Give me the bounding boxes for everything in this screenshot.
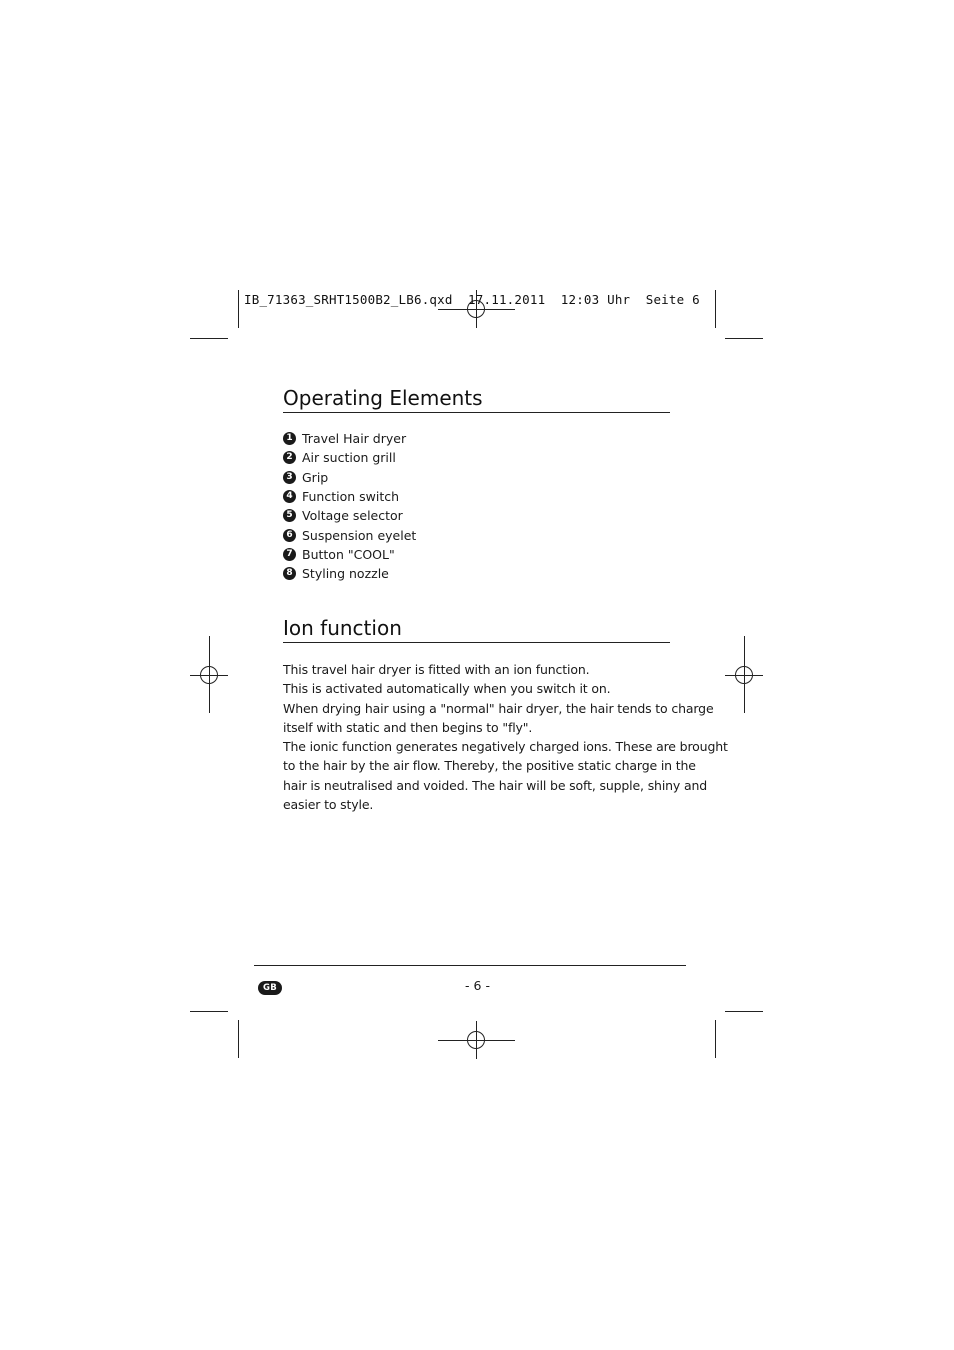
item-label: Suspension eyelet xyxy=(302,527,417,543)
crop-mark xyxy=(715,1020,716,1058)
paragraph-line: When drying hair using a "normal" hair dryer, the hair tends to charge xyxy=(283,700,714,716)
list-item xyxy=(283,448,416,467)
number-badge: 6 xyxy=(283,529,296,542)
list-item xyxy=(283,487,416,506)
list-item xyxy=(283,506,416,525)
paragraph-line: itself with static and then begins to "fly". xyxy=(283,719,533,735)
list-item xyxy=(283,564,416,583)
number-badge: 8 xyxy=(283,567,296,580)
ion-function-paragraph xyxy=(283,660,728,814)
registration-circle xyxy=(467,1031,485,1049)
crop-mark xyxy=(238,290,239,328)
paragraph-line: The ionic function generates negatively charged ions. These are brought xyxy=(283,739,728,755)
item-label: Button "COOL" xyxy=(302,546,395,562)
footer-divider xyxy=(254,965,686,966)
paragraph-line: hair is neutralised and voided. The hair will be soft, supple, shiny and xyxy=(283,777,708,793)
item-label: Air suction grill xyxy=(302,450,396,466)
number-badge: 3 xyxy=(283,471,296,484)
item-label: Styling nozzle xyxy=(302,566,389,582)
section-title-operating-elements: Operating Elements xyxy=(283,385,670,413)
crop-mark xyxy=(715,290,716,328)
item-label: Function switch xyxy=(302,489,400,505)
crop-mark xyxy=(190,338,228,339)
item-label: Travel Hair dryer xyxy=(302,431,407,447)
print-slug-line: IB_71363_SRHT1500B2_LB6.qxd 17.11.2011 12:03 Uhr Seite 6 xyxy=(244,292,700,307)
paragraph-line: to the hair by the air flow. Thereby, the positive static charge in the xyxy=(283,758,696,774)
list-item xyxy=(283,468,416,487)
list-item xyxy=(283,429,416,448)
number-badge: 4 xyxy=(283,490,296,503)
page-number: - 6 - xyxy=(465,978,490,993)
operating-elements-list xyxy=(283,429,416,583)
number-badge: 7 xyxy=(283,548,296,561)
crop-mark xyxy=(190,1011,228,1012)
crop-mark xyxy=(725,338,763,339)
crop-mark xyxy=(725,1011,763,1012)
paragraph-line: This is activated automatically when you switch it on. xyxy=(283,681,611,697)
item-label: Voltage selector xyxy=(302,508,403,524)
number-badge: 2 xyxy=(283,451,296,464)
item-label: Grip xyxy=(302,469,329,485)
number-badge: 1 xyxy=(283,432,296,445)
crop-mark xyxy=(238,1020,239,1058)
section-title-ion-function: Ion function xyxy=(283,615,670,643)
registration-circle xyxy=(200,666,218,684)
paragraph-line: This travel hair dryer is fitted with an ion function. xyxy=(283,662,590,677)
paragraph-line: easier to style. xyxy=(283,797,374,813)
registration-circle xyxy=(735,666,753,684)
country-badge: GB xyxy=(258,981,282,995)
number-badge: 5 xyxy=(283,509,296,522)
list-item xyxy=(283,525,416,544)
list-item xyxy=(283,545,416,564)
